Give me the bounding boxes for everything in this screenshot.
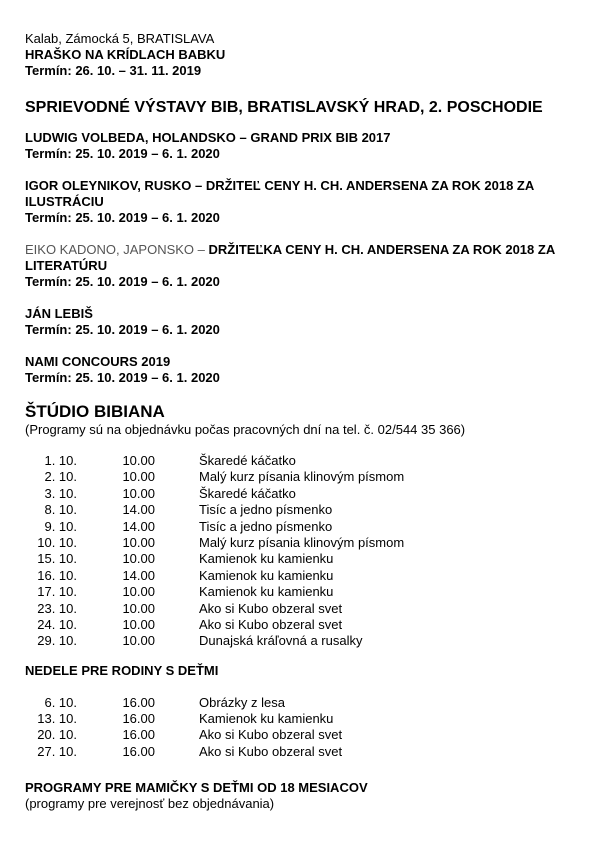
schedule-time: 10.00 [122,600,155,616]
schedule-date: 24. 10. [37,616,77,632]
schedule-row [25,633,585,649]
exhibition-title [25,242,585,274]
schedule-date: 16. 10. [37,567,77,583]
schedule-program: Tisíc a jedno písmenko [199,518,333,534]
schedule-row [25,695,585,711]
exhibition-term: Termín: 25. 10. 2019 – 6. 1. 2020 [25,322,220,337]
schedule-date: 13. 10. [37,711,77,727]
schedule-program: Ako si Kubo obzeral svet [199,616,343,632]
exhibition-title-rest: DRŽITEĽKA CENY H. CH. ANDERSENA ZA ROK 2018 ZA LITERATÚRU [25,242,555,273]
schedule-row [25,727,585,743]
schedule-row [25,617,585,633]
schedule-date: 20. 10. [37,727,77,743]
schedule-time: 10.00 [122,469,155,485]
intro-block [25,31,585,79]
schedule-date: 3. 10. [44,485,77,501]
exhibition-title: LUDWIG VOLBEDA, HOLANDSKO – GRAND PRIX BIB 2017 [25,130,391,145]
schedule-program: Škaredé káčatko [199,453,296,468]
exhibition-term: Termín: 25. 10. 2019 – 6. 1. 2020 [25,274,220,289]
studio-heading: ŠTÚDIO BIBIANA [25,402,165,421]
schedule-date: 9. 10. [44,518,77,534]
schedule-program: Kamienok ku kamienku [199,567,334,583]
venue-line: Kalab, Zámocká 5, BRATISLAVA [25,31,215,46]
schedule-time: 10.00 [122,534,155,550]
schedule-program: Malý kurz písania klinovým písmom [199,534,405,550]
schedule-program: Ako si Kubo obzeral svet [199,743,343,759]
mothers-heading: PROGRAMY PRE MAMIČKY S DEŤMI OD 18 MESIACOV [25,780,368,796]
schedule-time: 14.00 [122,567,155,583]
schedule-time: 16.00 [122,711,155,727]
schedule-program: Ako si Kubo obzeral svet [199,727,343,743]
schedule-time: 10.00 [122,616,155,632]
exhibitions-heading: SPRIEVODNÉ VÝSTAVY BIB, BRATISLAVSKÝ HRAD, 2. POSCHODIE [25,99,543,116]
intro-term: Termín: 26. 10. – 31. 11. 2019 [25,63,202,78]
exhibition-item [25,178,585,226]
exhibition-title: IGOR OLEYNIKOV, RUSKO – DRŽITEĽ CENY H. CH. ANDERSENA ZA ROK 2018 ZA ILUSTRÁCIU [25,178,534,209]
mothers-note: (programy pre verejnosť bez objednávania) [25,796,275,812]
exhibition-title-prefix: EIKO KADONO, JAPONSKO – [25,242,209,257]
schedule-date: 29. 10. [37,633,77,649]
studio-schedule [25,453,585,650]
schedule-time: 10.00 [122,485,155,501]
schedule-date: 27. 10. [37,743,77,759]
schedule-row [25,519,585,535]
schedule-row [25,469,585,485]
sundays-schedule [25,695,585,761]
schedule-row [25,601,585,617]
schedule-time: 16.00 [122,694,155,710]
schedule-date: 23. 10. [37,600,77,616]
exhibition-term: Termín: 25. 10. 2019 – 6. 1. 2020 [25,370,220,385]
schedule-program: Škaredé káčatko [199,485,296,501]
exhibition-title: JÁN LEBIŠ [25,306,93,321]
schedule-program: Malý kurz písania klinovým písmom [199,469,405,485]
schedule-date: 1. 10. [44,453,77,468]
schedule-time: 14.00 [122,518,155,534]
schedule-row [25,744,585,760]
schedule-time: 16.00 [122,727,155,743]
schedule-program: Kamienok ku kamienku [199,584,334,600]
schedule-date: 17. 10. [37,584,77,600]
schedule-program: Tisíc a jedno písmenko [199,502,333,518]
exhibition-item [25,130,585,162]
schedule-row [25,711,585,727]
schedule-time: 10.00 [122,551,155,567]
schedule-time: 10.00 [122,584,155,600]
schedule-date: 8. 10. [44,502,77,518]
schedule-program: Obrázky z lesa [199,694,285,710]
exhibition-item [25,354,585,386]
schedule-row [25,486,585,502]
schedule-row [25,502,585,518]
schedule-row [25,453,585,469]
exhibition-term: Termín: 25. 10. 2019 – 6. 1. 2020 [25,146,220,161]
intro-title: HRAŠKO NA KRÍDLACH BABKU [25,47,226,62]
schedule-time: 10.00 [122,633,155,649]
schedule-time: 14.00 [122,502,155,518]
schedule-row [25,551,585,567]
schedule-program: Ako si Kubo obzeral svet [199,600,343,616]
studio-note: (Programy sú na objednávku počas pracovných dní na tel. č. 02/544 35 366) [25,422,466,437]
document-page [25,31,585,812]
schedule-date: 6. 10. [44,694,77,710]
schedule-date: 2. 10. [44,469,77,485]
exhibition-item [25,242,585,290]
schedule-program: Dunajská kráľovná a rusalky [199,633,363,649]
sundays-heading: NEDELE PRE RODINY S DEŤMI [25,662,219,678]
schedule-row [25,584,585,600]
schedule-program: Kamienok ku kamienku [199,711,334,727]
schedule-date: 10. 10. [37,534,77,550]
exhibition-item [25,306,585,338]
schedule-row [25,535,585,551]
schedule-date: 15. 10. [37,551,77,567]
schedule-time: 10.00 [122,453,155,468]
schedule-time: 16.00 [122,743,155,759]
exhibition-term: Termín: 25. 10. 2019 – 6. 1. 2020 [25,210,220,225]
schedule-program: Kamienok ku kamienku [199,551,334,567]
schedule-row [25,568,585,584]
exhibition-title: NAMI CONCOURS 2019 [25,354,171,369]
